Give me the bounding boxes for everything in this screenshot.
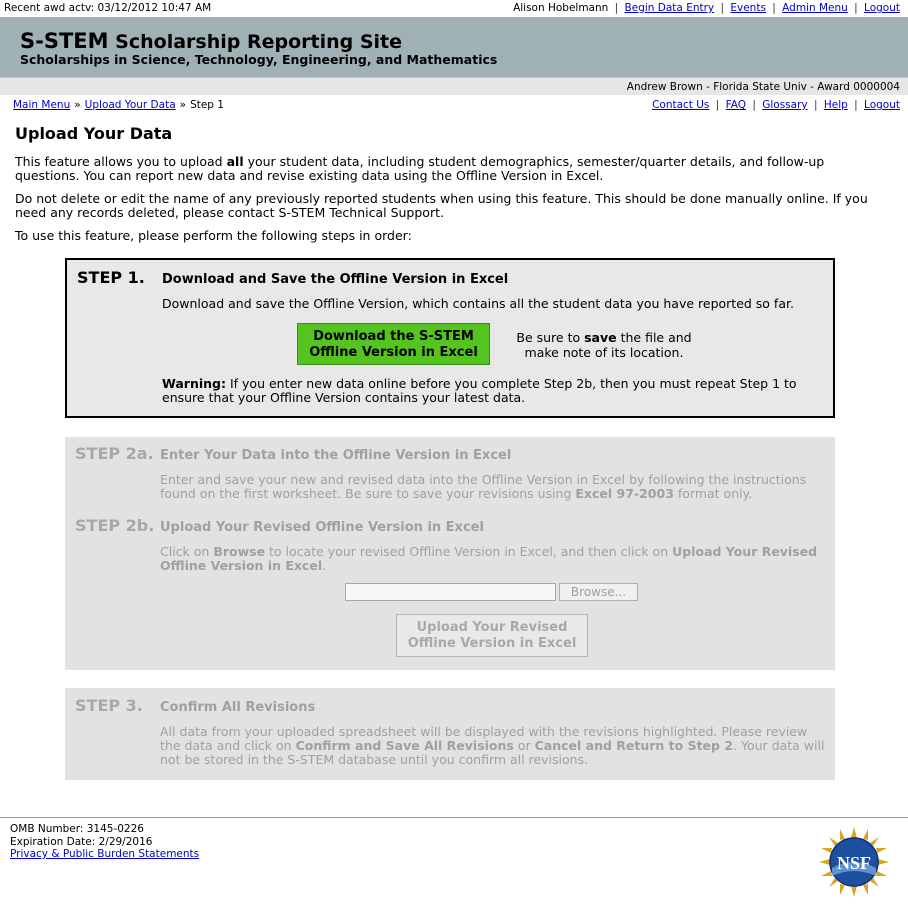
step3-text: All data from your uploaded spreadsheet will be displayed with the revisions highlighted. Please review the data and click on Confirm and Save All Revisions or Cancel and Return to Step 2. Your data will not be stored in the S-STEM database until you confirm all revisions. (160, 724, 825, 767)
step3-panel (65, 688, 835, 780)
breadcrumb-main-menu[interactable]: Main Menu (13, 99, 71, 111)
breadcrumb: Main Menu » Upload Your Data » Step 1 (13, 99, 224, 111)
breadcrumb-current: Step 1 (190, 99, 224, 111)
delete-warning-paragraph: Do not delete or edit the name of any previously reported students when using this feature. This should be done manually online. If you need any records deleted, please contact S-STEM Technical Support. (15, 191, 868, 220)
step2a-label: STEP 2a. (75, 444, 154, 463)
step2a-text: Enter and save your new and revised data into the Offline Version in Excel by following the instructions found on the first worksheet. Be sure to save your revisions using Excel 97-2003 format only. (160, 472, 807, 501)
top-bar (0, 0, 908, 17)
step2-panel (65, 437, 835, 670)
user-name: Alison Hobelmann (513, 2, 609, 14)
help-link[interactable]: Help (823, 99, 848, 111)
expiration-date: Expiration Date: 2/29/2016 (10, 835, 153, 848)
main-content (15, 124, 885, 252)
footer-divider (0, 817, 908, 818)
nsf-logo-icon (818, 826, 890, 898)
top-links: Alison Hobelmann | Begin Data Entry | Events | Admin Menu | Logout (513, 2, 900, 14)
download-offline-version-button[interactable]: Download the S-STEM Offline Version in Excel (297, 323, 490, 365)
page-title: Upload Your Data (15, 124, 173, 143)
step1-text: Download and save the Offline Version, which contains all the student data you have reported so far. (162, 296, 794, 311)
step1-heading: Download and Save the Offline Version in Excel (162, 272, 509, 287)
site-banner (0, 17, 908, 77)
admin-menu-link[interactable]: Admin Menu (782, 2, 848, 14)
step2a-heading: Enter Your Data into the Offline Version in Excel (160, 448, 512, 463)
step2b-heading: Upload Your Revised Offline Version in Excel (160, 520, 484, 535)
glossary-link[interactable]: Glossary (762, 99, 808, 111)
step2b-label: STEP 2b. (75, 516, 155, 535)
site-title: S-STEM Scholarship Reporting Site (20, 29, 402, 53)
intro-paragraph: This feature allows you to upload all your student data, including student demographics, semester/quarter details, and follow-up questions. You can report new data and revise existing data using the Offline Version in Excel. (15, 154, 825, 183)
nsf-logo-text: NSF (836, 853, 872, 873)
begin-data-entry-link[interactable]: Begin Data Entry (624, 2, 715, 14)
user-award-info: Andrew Brown - Florida State Univ - Award 0000004 (626, 81, 900, 93)
help-links: Contact Us | FAQ | Glossary | Help | Logout (652, 99, 900, 111)
site-subtitle: Scholarships in Science, Technology, Engineering, and Mathematics (20, 52, 498, 67)
events-link[interactable]: Events (730, 2, 766, 14)
logout-link[interactable]: Logout (864, 99, 900, 111)
browse-button[interactable]: Browse... (559, 583, 638, 601)
top-logout-link[interactable]: Logout (864, 2, 900, 14)
recent-activity: Recent awd actv: 03/12/2012 10:47 AM (4, 2, 212, 14)
contact-us-link[interactable]: Contact Us (652, 99, 710, 111)
user-info-bar (0, 77, 908, 95)
upload-revised-button[interactable]: Upload Your Revised Offline Version in Excel (396, 614, 588, 657)
step1-label: STEP 1. (77, 268, 145, 287)
nav-bar (0, 98, 908, 114)
faq-link[interactable]: FAQ (725, 99, 746, 111)
step1-panel (65, 258, 835, 418)
privacy-link[interactable]: Privacy & Public Burden Statements (10, 848, 200, 860)
step3-heading: Confirm All Revisions (160, 700, 316, 715)
footer (10, 823, 199, 861)
step2b-text: Click on Browse to locate your revised Offline Version in Excel, and then click on Upload Your Revised Offline Version in Excel. (160, 544, 818, 573)
steps-intro: To use this feature, please perform the following steps in order: (15, 228, 412, 243)
breadcrumb-upload-your-data[interactable]: Upload Your Data (84, 99, 176, 111)
step3-label: STEP 3. (75, 696, 143, 715)
save-note: Be sure to save the file and make note of its location. (516, 330, 692, 360)
step1-warning: Warning: If you enter new data online before you complete Step 2b, then you must repeat Step 1 to ensure that your Offline Version contains your latest data. (162, 376, 797, 405)
file-path-input[interactable] (345, 583, 556, 601)
omb-number: OMB Number: 3145-0226 (10, 823, 144, 835)
